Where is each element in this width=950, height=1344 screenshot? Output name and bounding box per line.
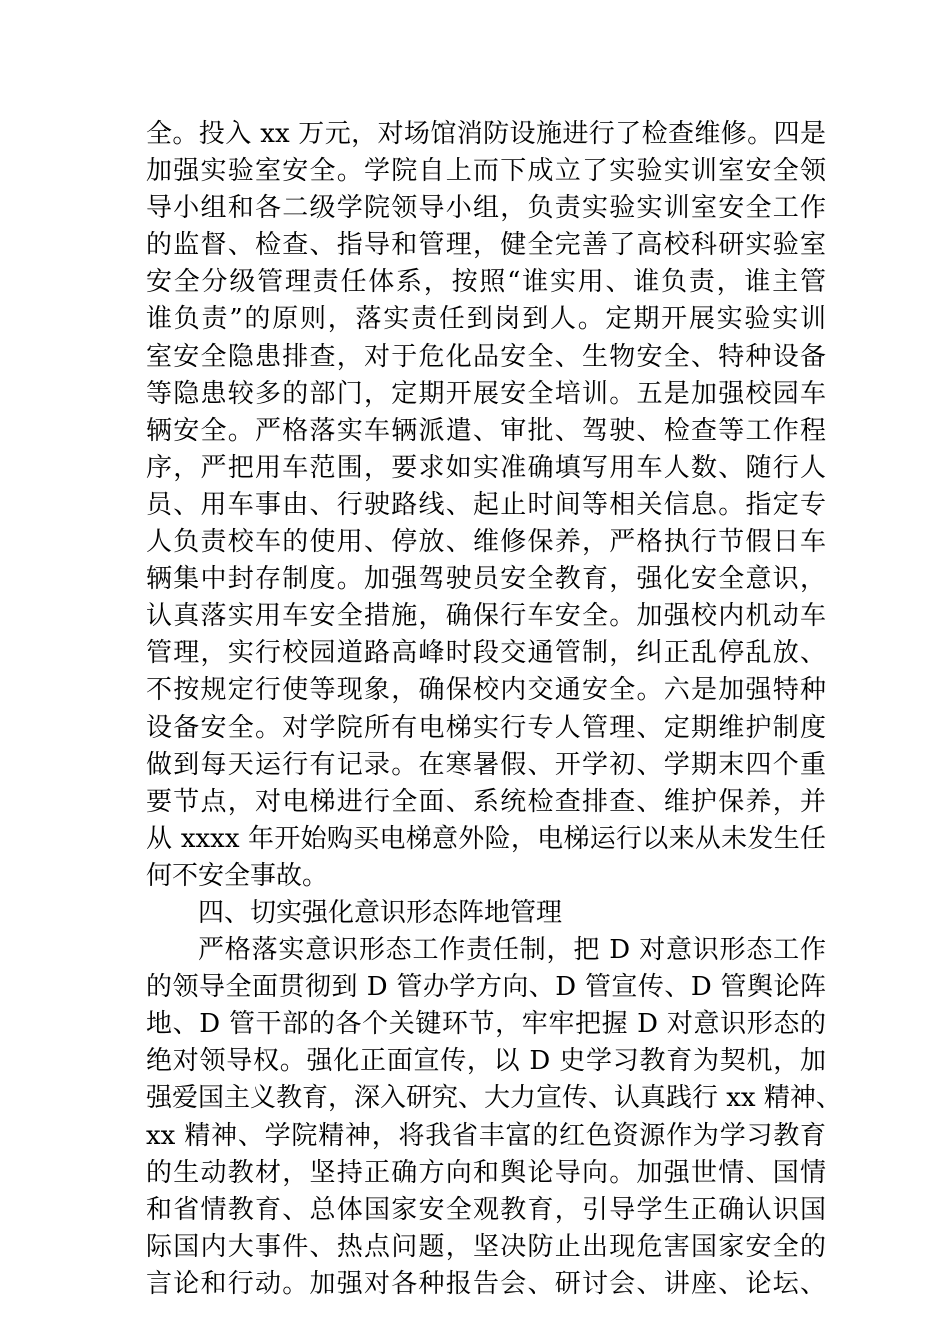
paragraph-line: 要节点，对电梯进行全面、系统检查排查、维护保养，并 <box>146 786 826 817</box>
paragraph-line: 辆安全。严格落实车辆派遣、审批、驾驶、检查等工作程 <box>146 415 826 446</box>
paragraph-line: 辆集中封存制度。加强驾驶员安全教育，强化安全意识， <box>146 564 826 595</box>
paragraph-line: 强爱国主义教育，深入研究、大力宣传、认真践行 xx 精神、 <box>146 1083 842 1114</box>
paragraph-line: 何不安全事故。 <box>146 860 329 891</box>
paragraph-line: 严格落实意识形态工作责任制，把 D 对意识形态工作 <box>198 935 826 966</box>
paragraph-line: 做到每天运行有记录。在寒暑假、开学初、学期末四个重 <box>146 749 826 780</box>
paragraph-line: 全。投入 xx 万元，对场馆消防设施进行了检查维修。四是 <box>146 119 826 149</box>
paragraph-line: 人负责校车的使用、停放、维修保养，严格执行节假日车 <box>146 527 826 558</box>
section-4-heading: 四、切实强化意识形态阵地管理 <box>198 897 563 928</box>
document-body <box>146 116 842 1303</box>
section-4-body <box>146 932 842 1303</box>
paragraph-line: 管理，实行校园道路高峰时段交通管制，纠正乱停乱放、 <box>146 638 826 669</box>
paragraph-line: 和省情教育、总体国家安全观教育，引导学生正确认识国 <box>146 1194 826 1225</box>
paragraph-line: 加强实验室安全。学院自上而下成立了实验实训室安全领 <box>146 156 826 187</box>
paragraph-line: xx 精神、学院精神，将我省丰富的红色资源作为学习教育 <box>146 1120 826 1151</box>
paragraph-line: 谁负责”的原则，落实责任到岗到人。定期开展实验实训 <box>146 304 826 335</box>
paragraph-line: 言论和行动。加强对各种报告会、研讨会、讲座、论坛、 <box>146 1268 826 1299</box>
paragraph-line: 等隐患较多的部门，定期开展安全培训。五是加强校园车 <box>146 378 826 409</box>
paragraph-line: 的监督、检查、指导和管理，健全完善了高校科研实验室 <box>146 230 826 261</box>
paragraph-line: 的生动教材，坚持正确方向和舆论导向。加强世情、国情 <box>146 1157 826 1188</box>
paragraph-line: 室安全隐患排查，对于危化品安全、生物安全、特种设备 <box>146 341 826 372</box>
section-3-continuation <box>146 116 826 895</box>
paragraph-line: 安全分级管理责任体系，按照“谁实用、谁负责，谁主管 <box>146 267 826 298</box>
paragraph-line: 际国内大事件、热点问题，坚决防止出现危害国家安全的 <box>146 1231 826 1262</box>
paragraph-line: 的领导全面贯彻到 D 管办学方向、D 管宣传、D 管舆论阵 <box>146 972 826 1003</box>
paragraph-line: 设备安全。对学院所有电梯实行专人管理、定期维护制度 <box>146 712 826 743</box>
paragraph-line: 导小组和各二级学院领导小组，负责实验实训室安全工作 <box>146 193 826 224</box>
paragraph-line: 认真落实用车安全措施，确保行车安全。加强校内机动车 <box>146 601 826 632</box>
paragraph-line: 序，严把用车范围，要求如实准确填写用车人数、随行人 <box>146 452 826 483</box>
paragraph-line: 绝对领导权。强化正面宣传，以 D 史学习教育为契机，加 <box>146 1046 826 1077</box>
paragraph-line: 不按规定行使等现象，确保校内交通安全。六是加强特种 <box>146 675 826 706</box>
paragraph-line: 地、D 管干部的各个关键环节，牢牢把握 D 对意识形态的 <box>146 1009 826 1040</box>
paragraph-line: 从 xxxx 年开始购买电梯意外险，电梯运行以来从未发生任 <box>146 823 826 854</box>
paragraph-line: 员、用车事由、行驶路线、起止时间等相关信息。指定专 <box>146 489 826 520</box>
